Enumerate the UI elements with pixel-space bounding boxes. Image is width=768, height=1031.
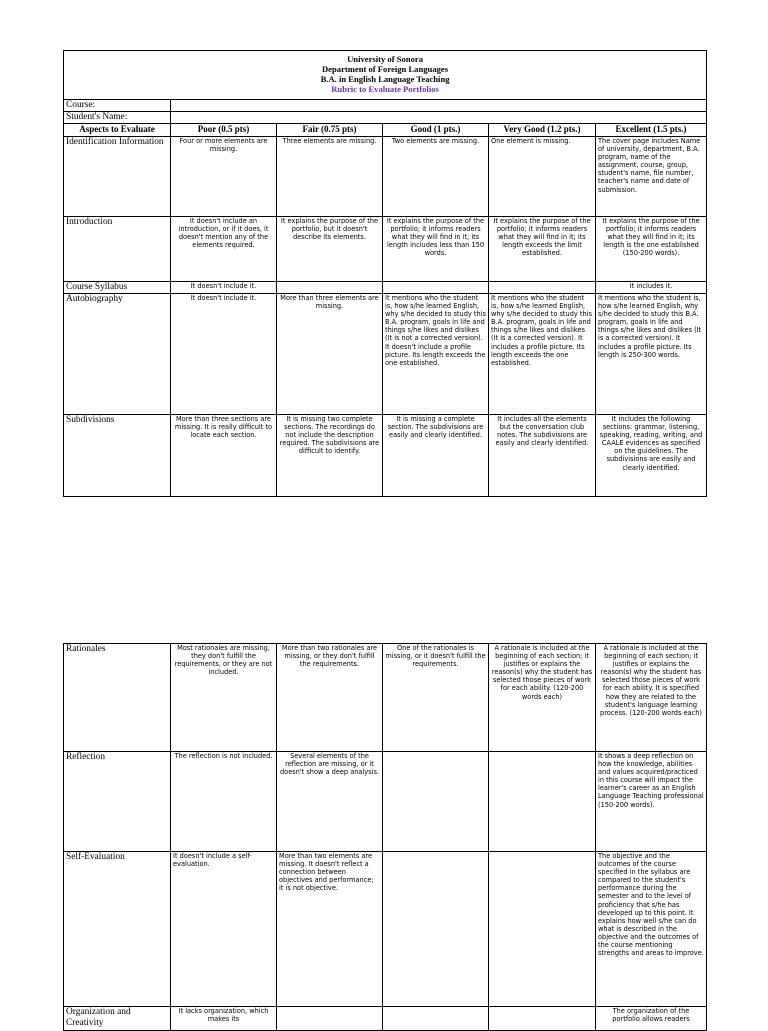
fair-cell: Several elements of the reflection are missing, or it doesn't show a deep analysis. (277, 752, 383, 852)
good-cell: Two elements are missing. (383, 137, 489, 217)
table-row (64, 217, 707, 282)
fair-cell: More than three elements are missing. (277, 294, 383, 415)
good-cell (383, 752, 489, 852)
rubric-table-page-2 (63, 643, 707, 1031)
table-row (64, 752, 707, 852)
excellent-cell: It mentions who the student is, how s/he learned English, why s/he decided to study this B.A. program, goals in life and things s/he likes and dislikes (It is a corrected version). It includes a profile picture. Its length is 250-300 words. (596, 294, 707, 415)
very-good-cell: One element is missing. (489, 137, 596, 217)
university-name: University of Sonora (347, 54, 423, 64)
good-cell: One of the rationales is missing, or it doesn't fulfill the requirements. (383, 644, 489, 752)
very-good-cell: A rationale is included at the beginning of each section; it justifies or explains the reason(s) why the student has selected those pieces of work for each ability. (120-200 words each) (489, 644, 596, 752)
rubric-header (64, 51, 707, 100)
student-name-label: Student's Name: (64, 112, 171, 124)
aspect-cell: Rationales (64, 644, 171, 752)
fair-cell (277, 282, 383, 294)
program-name: B.A. in English Language Teaching (320, 74, 450, 84)
excellent-cell: It explains the purpose of the portfolio; it informs readers what they will find in it; its length is the one established (150-200 words). (596, 217, 707, 282)
aspect-cell: Subdivisions (64, 415, 171, 497)
table-row (64, 294, 707, 415)
good-cell (383, 1007, 489, 1031)
column-header-excellent: Excellent (1.5 pts.) (596, 124, 707, 137)
poor-cell: It doesn't include a self-evaluation. (171, 852, 277, 1007)
very-good-cell (489, 282, 596, 294)
aspect-cell: Introduction (64, 217, 171, 282)
column-header-very-good: Very Good (1.2 pts.) (489, 124, 596, 137)
aspect-cell: Autobiography (64, 294, 171, 415)
good-cell (383, 852, 489, 1007)
course-field[interactable] (171, 100, 707, 112)
good-cell: It explains the purpose of the portfolio; it informs readers what they will find in it; its length includes less than 150 words. (383, 217, 489, 282)
table-row (64, 282, 707, 294)
poor-cell: The reflection is not included. (171, 752, 277, 852)
very-good-cell (489, 1007, 596, 1031)
very-good-cell: It mentions who the student is, how s/he learned English, why s/he decided to study this B.A. program, goals in life and things s/he likes and dislikes (It is a corrected version). It includes a profile picture. Its length exceeds the one established. (489, 294, 596, 415)
poor-cell: It doesn't include an introduction, or if it does, it doesn't mention any of the elements required. (171, 217, 277, 282)
course-label: Course: (64, 100, 171, 112)
column-header-aspects: Aspects to Evaluate (64, 124, 171, 137)
aspect-cell: Organization and Creativity (64, 1007, 171, 1031)
excellent-cell: It shows a deep reflection on how the knowledge, abilities and values acquired/practiced in this course will impact the learner's career as an English Language Teaching professional (150-200 words). (596, 752, 707, 852)
fair-cell: More than two rationales are missing, or they don't fulfill the requirements. (277, 644, 383, 752)
rubric-table-page-1 (63, 50, 707, 497)
aspect-cell: Self-Evaluation (64, 852, 171, 1007)
fair-cell (277, 1007, 383, 1031)
fair-cell: It explains the purpose of the portfolio, but it doesn't describe its elements. (277, 217, 383, 282)
rubric-title: Rubric to Evaluate Portfolios (331, 84, 439, 94)
good-cell: It mentions who the student is, how s/he learned English, why s/he decided to study this B.A. program, goals in life and things s/he likes and dislikes (It is not a corrected version). It doesn't include a profile picture. Its length exceeds the one established. (383, 294, 489, 415)
table-row (64, 137, 707, 217)
poor-cell: More than three sections are missing. It is really difficult to locate each section. (171, 415, 277, 497)
excellent-cell: The cover page includes Name of university, department, B.A. program, name of the assignment, course, group, student's name, file number, teacher's name and date of submission. (596, 137, 707, 217)
excellent-cell: A rationale is included at the beginning of each section; it justifies or explains the reason(s) why the student has selected those pieces of work for each ability. It is specified how they are related to the student's language learning process. (120-200 words each) (596, 644, 707, 752)
poor-cell: It lacks organization, which makes its (171, 1007, 277, 1031)
excellent-cell: It includes the following sections: grammar, listening, speaking, reading, writing, and CAALE evidences as specified on the guidelines. The subdivisions are easily and clearly identified. (596, 415, 707, 497)
very-good-cell (489, 852, 596, 1007)
aspect-cell: Course Syllabus (64, 282, 171, 294)
poor-cell: Four or more elements are missing. (171, 137, 277, 217)
poor-cell: Most rationales are missing, they don't fulfill the requirements, or they are not included. (171, 644, 277, 752)
table-row (64, 852, 707, 1007)
student-name-field[interactable] (171, 112, 707, 124)
column-header-poor: Poor (0.5 pts) (171, 124, 277, 137)
very-good-cell: It explains the purpose of the portfolio; it informs readers what they will find in it; its length exceeds the limit established. (489, 217, 596, 282)
good-cell (383, 282, 489, 294)
excellent-cell: It includes it. (596, 282, 707, 294)
excellent-cell: The objective and the outcomes of the course specified in the syllabus are compared to the student's performance during the semester and to the level of proficiency that s/he has developed up to this point. It explains how well s/he can do what is described in the objective and the outcomes of the course mentioning strengths and areas to improve. (596, 852, 707, 1007)
aspect-cell: Reflection (64, 752, 171, 852)
poor-cell: It doesn't include it. (171, 282, 277, 294)
column-header-good: Good (1 pts.) (383, 124, 489, 137)
very-good-cell: It includes all the elements but the conversation club notes. The subdivisions are easily and clearly identified. (489, 415, 596, 497)
table-row (64, 415, 707, 497)
fair-cell: It is missing two complete sections. The recordings do not include the description required. The subdivisions are difficult to identify. (277, 415, 383, 497)
column-header-fair: Fair (0.75 pts) (277, 124, 383, 137)
good-cell: It is missing a complete section. The subdivisions are easily and clearly identified. (383, 415, 489, 497)
poor-cell: It doesn't include it. (171, 294, 277, 415)
table-row (64, 644, 707, 752)
fair-cell: More than two elements are missing. It doesn't reflect a connection between objectives and performance; it is not objective. (277, 852, 383, 1007)
department-name: Department of Foreign Languages (321, 64, 449, 74)
excellent-cell: The organization of the portfolio allows readers (596, 1007, 707, 1031)
aspect-cell: Identification Information (64, 137, 171, 217)
table-row (64, 1007, 707, 1031)
very-good-cell (489, 752, 596, 852)
fair-cell: Three elements are missing. (277, 137, 383, 217)
